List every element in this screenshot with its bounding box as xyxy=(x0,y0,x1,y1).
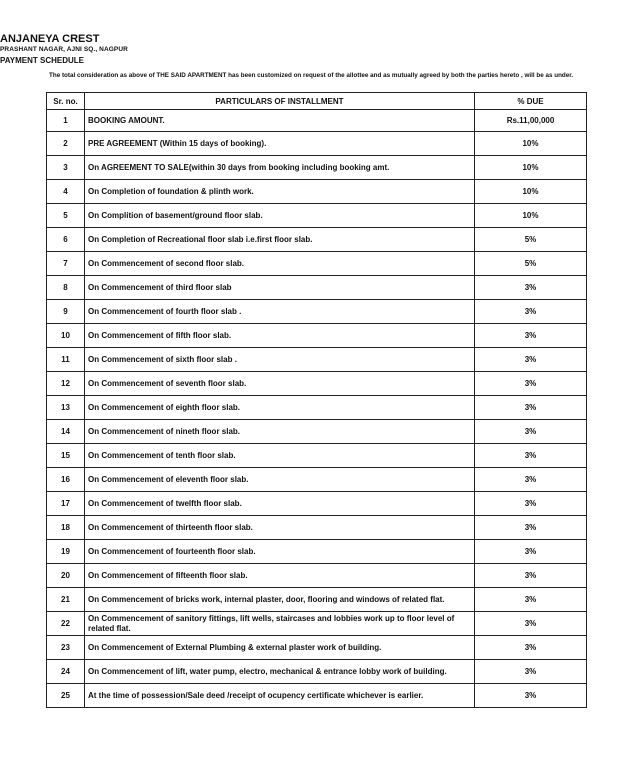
row-particulars: On Commencement of thirteenth floor slab. xyxy=(85,516,475,540)
row-percent-due: 5% xyxy=(475,252,587,276)
table-row xyxy=(47,564,587,588)
row-particulars: On Commencement of fourth floor slab . xyxy=(85,300,475,324)
row-sr-no: 9 xyxy=(47,300,85,324)
row-percent-due: 3% xyxy=(475,660,587,684)
payment-schedule-table xyxy=(46,92,587,708)
row-percent-due: 3% xyxy=(475,396,587,420)
row-sr-no: 1 xyxy=(47,110,85,132)
row-percent-due: 3% xyxy=(475,324,587,348)
table-row xyxy=(47,324,587,348)
row-percent-due: 3% xyxy=(475,636,587,660)
row-percent-due: 3% xyxy=(475,492,587,516)
row-particulars: On Commencement of eighth floor slab. xyxy=(85,396,475,420)
table-row xyxy=(47,156,587,180)
row-particulars: On Commencement of bricks work, internal plaster, door, flooring and windows of related flat. xyxy=(85,588,475,612)
row-percent-due: 3% xyxy=(475,372,587,396)
row-particulars: On Commencement of fourteenth floor slab. xyxy=(85,540,475,564)
row-percent-due: 3% xyxy=(475,300,587,324)
table-row xyxy=(47,228,587,252)
row-sr-no: 14 xyxy=(47,420,85,444)
row-percent-due: 5% xyxy=(475,228,587,252)
table-row xyxy=(47,420,587,444)
row-percent-due: 3% xyxy=(475,684,587,708)
row-sr-no: 12 xyxy=(47,372,85,396)
table-body xyxy=(47,110,587,708)
table-header-row xyxy=(47,93,587,110)
header-percent-due: % DUE xyxy=(475,93,587,110)
table-row xyxy=(47,348,587,372)
row-percent-due: 3% xyxy=(475,612,587,636)
row-particulars: On Commencement of fifteenth floor slab. xyxy=(85,564,475,588)
table-row xyxy=(47,444,587,468)
row-percent-due: 10% xyxy=(475,132,587,156)
row-sr-no: 18 xyxy=(47,516,85,540)
table-row xyxy=(47,612,587,636)
row-sr-no: 19 xyxy=(47,540,85,564)
row-percent-due: 3% xyxy=(475,588,587,612)
row-particulars: On Commencement of tenth floor slab. xyxy=(85,444,475,468)
row-sr-no: 20 xyxy=(47,564,85,588)
table-row xyxy=(47,300,587,324)
row-particulars: On Commencement of sanitory fittings, lift wells, staircases and lobbies work up to floor level of related flat. xyxy=(85,612,475,636)
row-sr-no: 22 xyxy=(47,612,85,636)
table-row xyxy=(47,276,587,300)
row-particulars: On Complition of basement/ground floor slab. xyxy=(85,204,475,228)
document-address: PRASHANT NAGAR, AJNI SQ., NAGPUR xyxy=(0,46,128,53)
row-particulars: On Commencement of eleventh floor slab. xyxy=(85,468,475,492)
row-sr-no: 7 xyxy=(47,252,85,276)
row-sr-no: 16 xyxy=(47,468,85,492)
row-percent-due: 3% xyxy=(475,444,587,468)
table-row xyxy=(47,204,587,228)
table-row xyxy=(47,468,587,492)
table-row xyxy=(47,180,587,204)
row-particulars: At the time of possession/Sale deed /receipt of ocupency certificate whichever is earlier. xyxy=(85,684,475,708)
row-percent-due: 3% xyxy=(475,348,587,372)
table-row xyxy=(47,372,587,396)
row-particulars: On Completion of foundation & plinth work. xyxy=(85,180,475,204)
row-percent-due: 3% xyxy=(475,276,587,300)
row-percent-due: 3% xyxy=(475,468,587,492)
row-percent-due: 3% xyxy=(475,540,587,564)
row-sr-no: 3 xyxy=(47,156,85,180)
row-particulars: On Commencement of nineth floor slab. xyxy=(85,420,475,444)
row-particulars: On Commencement of second floor slab. xyxy=(85,252,475,276)
row-particulars: On Commencement of sixth floor slab . xyxy=(85,348,475,372)
table-row xyxy=(47,660,587,684)
row-sr-no: 11 xyxy=(47,348,85,372)
row-percent-due: Rs.11,00,000 xyxy=(475,110,587,132)
row-sr-no: 15 xyxy=(47,444,85,468)
row-particulars: On Commencement of lift, water pump, electro, mechanical & entrance lobby work of building. xyxy=(85,660,475,684)
table-row xyxy=(47,684,587,708)
table-row xyxy=(47,492,587,516)
table-row xyxy=(47,636,587,660)
row-particulars: PRE AGREEMENT (Within 15 days of booking). xyxy=(85,132,475,156)
row-sr-no: 10 xyxy=(47,324,85,348)
document-title: ANJANEYA CREST xyxy=(0,33,100,45)
table-row xyxy=(47,252,587,276)
row-percent-due: 3% xyxy=(475,420,587,444)
row-particulars: On Commencement of seventh floor slab. xyxy=(85,372,475,396)
table-row xyxy=(47,588,587,612)
header-particulars: PARTICULARS OF INSTALLMENT xyxy=(85,93,475,110)
table-row xyxy=(47,396,587,420)
row-sr-no: 4 xyxy=(47,180,85,204)
intro-text: The total consideration as above of THE SAID APARTMENT has been customized on request of the allottee and as mutually agreed by both the parties hereto , will be as under. xyxy=(49,72,574,79)
table-row xyxy=(47,132,587,156)
table-row xyxy=(47,540,587,564)
row-percent-due: 3% xyxy=(475,564,587,588)
row-particulars: On Completion of Recreational floor slab i.e.first floor slab. xyxy=(85,228,475,252)
row-particulars: On Commencement of twelfth floor slab. xyxy=(85,492,475,516)
row-particulars: BOOKING AMOUNT. xyxy=(85,110,475,132)
row-particulars: On Commencement of third floor slab xyxy=(85,276,475,300)
row-sr-no: 25 xyxy=(47,684,85,708)
table-row xyxy=(47,516,587,540)
row-sr-no: 5 xyxy=(47,204,85,228)
row-sr-no: 2 xyxy=(47,132,85,156)
row-sr-no: 17 xyxy=(47,492,85,516)
document-heading: PAYMENT SCHEDULE xyxy=(0,56,85,65)
row-percent-due: 3% xyxy=(475,516,587,540)
header-sr-no: Sr. no. xyxy=(47,93,85,110)
row-sr-no: 6 xyxy=(47,228,85,252)
row-sr-no: 24 xyxy=(47,660,85,684)
row-sr-no: 21 xyxy=(47,588,85,612)
row-particulars: On AGREEMENT TO SALE(within 30 days from booking including booking amt. xyxy=(85,156,475,180)
row-sr-no: 23 xyxy=(47,636,85,660)
row-particulars: On Commencement of fifth floor slab. xyxy=(85,324,475,348)
row-percent-due: 10% xyxy=(475,180,587,204)
row-percent-due: 10% xyxy=(475,204,587,228)
table-row xyxy=(47,110,587,132)
row-sr-no: 13 xyxy=(47,396,85,420)
row-sr-no: 8 xyxy=(47,276,85,300)
row-particulars: On Commencement of External Plumbing & external plaster work of building. xyxy=(85,636,475,660)
row-percent-due: 10% xyxy=(475,156,587,180)
